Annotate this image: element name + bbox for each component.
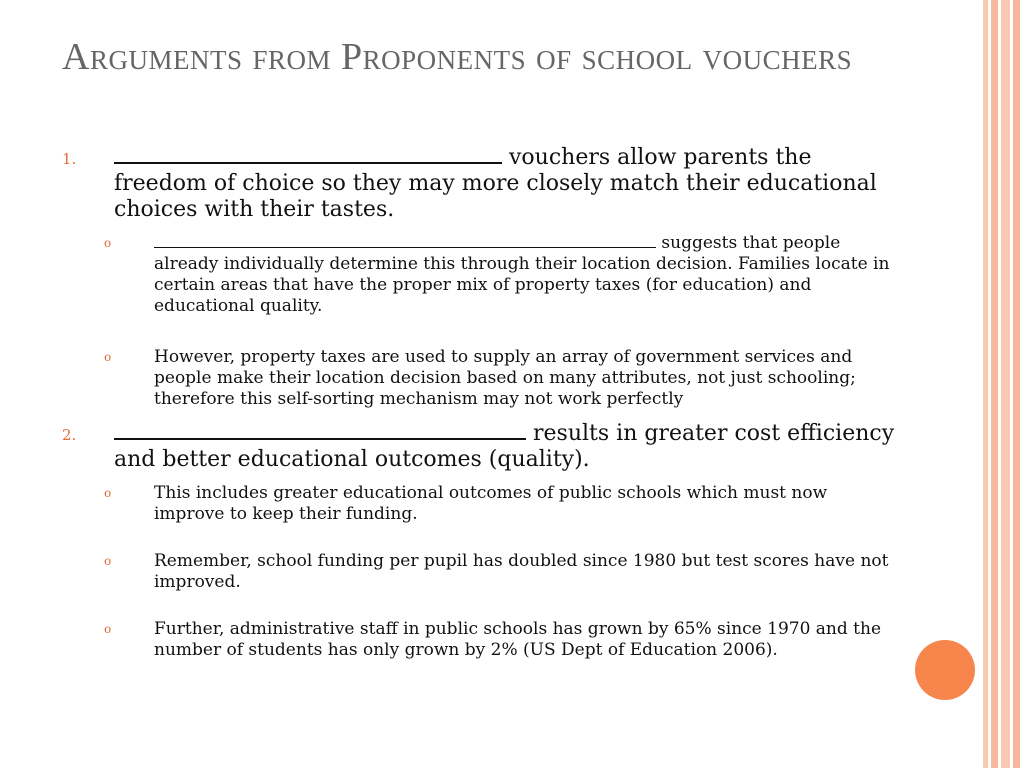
fill-in-blank xyxy=(114,420,526,440)
sub-item-text: suggests that people already individually determine this through their location decision. Families locate in certain areas that have the proper mix of property taxes (for education) and educational quality. xyxy=(154,233,890,316)
bullet-icon: o xyxy=(104,622,112,636)
sub-item xyxy=(62,619,902,661)
item-number: 2. xyxy=(62,426,77,444)
stripe xyxy=(991,0,998,768)
sub-item xyxy=(62,551,902,593)
bullet-icon: o xyxy=(104,236,112,250)
stripe xyxy=(1013,0,1020,768)
stripe xyxy=(1001,0,1010,768)
item-text: vouchers allow parents the freedom of choice so they may more closely match their educational choices with their tastes. xyxy=(114,145,877,222)
slide-title: Arguments from Proponents of school vouchers xyxy=(62,36,853,78)
bullet-icon: o xyxy=(104,554,112,568)
sub-item-text: Remember, school funding per pupil has doubled since 1980 but test scores have not improved. xyxy=(154,551,889,592)
slide-content xyxy=(62,140,902,661)
decorative-stripes xyxy=(980,0,1024,768)
sub-item-text: Further, administrative staff in public schools has grown by 65% since 1970 and the number of students has only grown by 2% (US Dept of Education 2006). xyxy=(154,619,882,660)
item-text: results in greater cost efficiency and better educational outcomes (quality). xyxy=(114,421,895,472)
sub-item xyxy=(62,483,902,525)
list-item-1 xyxy=(62,144,902,223)
sub-item-text: This includes greater educational outcomes of public schools which must now improve to keep their funding. xyxy=(154,483,828,524)
bullet-icon: o xyxy=(104,350,112,364)
item-number: 1. xyxy=(62,150,77,168)
stripe xyxy=(983,0,988,768)
fill-in-blank xyxy=(114,144,502,164)
sub-item-text: However, property taxes are used to supply an array of government services and people make their location decision based on many attributes, not just schooling; therefore this self-sorting mechanism may not work perfectly xyxy=(154,347,856,409)
list-item-2 xyxy=(62,420,902,473)
sub-item xyxy=(62,347,902,410)
bullet-icon: o xyxy=(104,486,112,500)
sub-item xyxy=(62,233,902,317)
fill-in-blank xyxy=(154,233,656,248)
decorative-circle xyxy=(915,640,975,700)
